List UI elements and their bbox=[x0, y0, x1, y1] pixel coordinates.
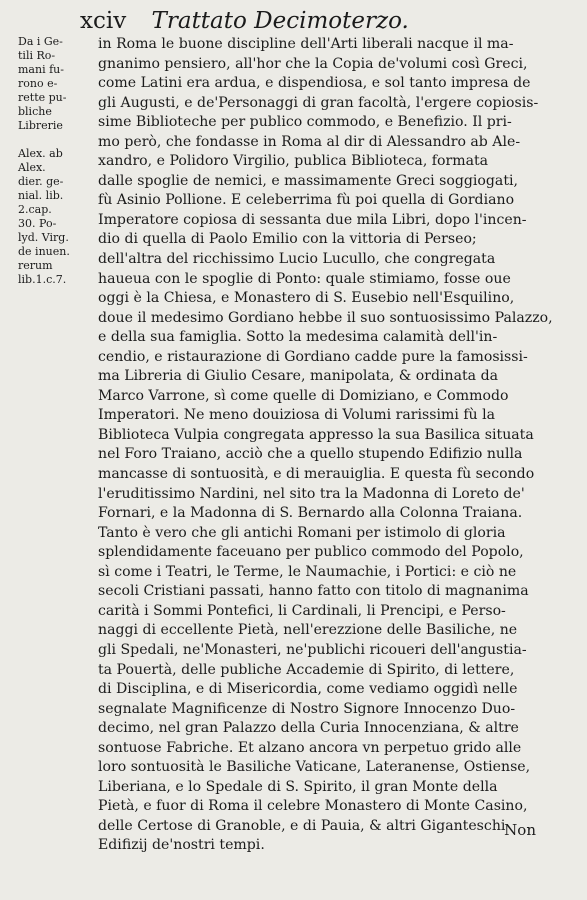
body-text bbox=[98, 35, 568, 856]
body-line: ta Pouertà, delle publiche Accademie di Spirito, di lettere, bbox=[98, 661, 515, 678]
margin-note-line: 2.cap. bbox=[18, 203, 52, 216]
margin-note-line: nial. lib. bbox=[18, 189, 64, 202]
margin-note-line: de inuen. bbox=[18, 245, 70, 258]
body-line: haueua con le spoglie di Ponto: quale stimiamo, fosse oue bbox=[98, 270, 511, 287]
body-line: nel Foro Traiano, acciò che a quello stupendo Edifizio nulla bbox=[98, 446, 523, 463]
body-line: come Latini era ardua, e dispendiosa, e sol tanto impresa de bbox=[98, 75, 531, 92]
margin-note-line: rerum bbox=[18, 259, 53, 272]
body-line: cendio, e ristaurazione di Gordiano cadde pure la famosissi- bbox=[98, 348, 528, 365]
margin-note-line: 30. Po- bbox=[18, 217, 57, 230]
margin-note-line: lib.1.c.7. bbox=[18, 273, 67, 286]
body-line: dell'altra del ricchissimo Lucio Lucullo, che congregata bbox=[98, 251, 496, 268]
body-line: Liberiana, e lo Spedale di S. Spirito, il gran Monte della bbox=[98, 778, 498, 795]
margin-note-line: Librerie bbox=[18, 119, 63, 132]
margin-note-line: Da i Ge- bbox=[18, 35, 63, 48]
body-line: sime Biblioteche per publico commodo, e Benefizio. Il pri- bbox=[98, 114, 512, 131]
body-line: Edifizij de'nostri tempi. bbox=[98, 837, 265, 854]
body-line: di Disciplina, e di Misericordia, come vediamo oggidì nelle bbox=[98, 681, 518, 698]
body-line: fù Asinio Pollione. E celeberrima fù poi quella di Gordiano bbox=[98, 192, 515, 209]
body-line: oggi è la Chiesa, e Monastero di S. Eusebio nell'Esquilino, bbox=[98, 290, 515, 307]
body-line: secoli Cristiani passati, hanno fatto con titolo di magnanima bbox=[98, 583, 529, 600]
body-line: in Roma le buone discipline dell'Arti liberali nacque il ma- bbox=[98, 36, 514, 52]
body-line: l'eruditissimo Nardini, nel sito tra la Madonna di Loreto de' bbox=[98, 485, 525, 502]
body-line: delle Certose di Granoble, e di Pauia, & altri Giganteschi bbox=[98, 817, 506, 834]
margin-note-line: Alex. ab bbox=[18, 147, 63, 160]
body-line: gli Spedali, ne'Monasteri, ne'publichi ricoueri dell'angustia- bbox=[98, 641, 527, 658]
body-line: splendidamente faceuano per publico commodo del Popolo, bbox=[98, 544, 524, 561]
body-line: Biblioteca Vulpia congregata appresso la sua Basilica situata bbox=[98, 426, 534, 443]
body-line: sontuose Fabriche. Et alzano ancora vn perpetuo grido alle bbox=[98, 739, 522, 756]
body-line: naggi di eccellente Pietà, nell'erezzione delle Basiliche, ne bbox=[98, 622, 518, 639]
margin-note-line: Alex. bbox=[18, 161, 46, 174]
body-line: Pietà, e fuor di Roma il celebre Monastero di Monte Casino, bbox=[98, 798, 528, 815]
margin-note-line: bliche bbox=[18, 105, 52, 118]
marginal-notes bbox=[18, 35, 90, 287]
body-line: mo però, che fondasse in Roma al dir di Alessandro ab Ale- bbox=[98, 133, 521, 150]
body-line: xandro, e Polidoro Virgilio, publica Biblioteca, formata bbox=[98, 153, 489, 170]
margin-note-line: mani fu- bbox=[18, 63, 64, 76]
catchword: Non bbox=[504, 821, 536, 839]
body-line: decimo, nel gran Palazzo della Curia Innocenziana, & altre bbox=[98, 720, 519, 737]
body-line: carità i Sommi Pontefici, li Cardinali, li Prencipi, e Perso- bbox=[98, 602, 506, 619]
folio-number: xciv bbox=[80, 8, 127, 34]
body-line: segnalate Magnificenze di Nostro Signore Innocenzo Duo- bbox=[98, 700, 516, 717]
margin-note-line: rette pu- bbox=[18, 91, 67, 104]
body-line: Fornari, e la Madonna di S. Bernardo alla Colonna Traiana. bbox=[98, 505, 523, 522]
margin-note-line bbox=[18, 133, 90, 147]
page-header bbox=[80, 4, 460, 38]
body-line: doue il medesimo Gordiano hebbe il suo sontuosissimo Palazzo, bbox=[98, 309, 553, 326]
running-title: Trattato Decimoterzo. bbox=[151, 8, 409, 34]
body-line: mancasse di sontuosità, e di merauiglia. E questa fù secondo bbox=[98, 466, 535, 483]
body-line: Imperatori. Ne meno douiziosa di Volumi rarissimi fù la bbox=[98, 407, 496, 424]
margin-note-line: tili Ro- bbox=[18, 49, 56, 62]
body-line: Tanto è vero che gli antichi Romani per istimolo di gloria bbox=[98, 524, 506, 541]
body-line: dio di quella di Paolo Emilio con la vittoria di Perseo; bbox=[98, 231, 477, 248]
body-line: dalle spoglie de nemici, e massimamente Greci soggiogati, bbox=[98, 172, 518, 189]
body-line: Imperatore copiosa di sessanta due mila Libri, dopo l'incen- bbox=[98, 211, 527, 228]
margin-note-line: lyd. Virg. bbox=[18, 231, 69, 244]
body-line: loro sontuosità le Basiliche Vaticane, Lateranense, Ostiense, bbox=[98, 759, 531, 776]
body-line: Marco Varrone, sì come quelle di Domiziano, e Commodo bbox=[98, 387, 509, 404]
body-line: gnanimo pensiero, all'hor che la Copia de'volumi così Greci, bbox=[98, 55, 528, 72]
margin-note-line: rono e- bbox=[18, 77, 58, 90]
body-line: gli Augusti, e de'Personaggi di gran facoltà, l'ergere copiosis- bbox=[98, 94, 539, 111]
body-line: sì come i Teatri, le Terme, le Naumachie, i Portici: e ciò ne bbox=[98, 563, 517, 580]
body-line: e della sua famiglia. Sotto la medesima calamità dell'in- bbox=[98, 329, 498, 346]
body-line: ma Libreria di Giulio Cesare, manipolata, & ordinata da bbox=[98, 368, 498, 385]
margin-note-line: dier. ge- bbox=[18, 175, 64, 188]
